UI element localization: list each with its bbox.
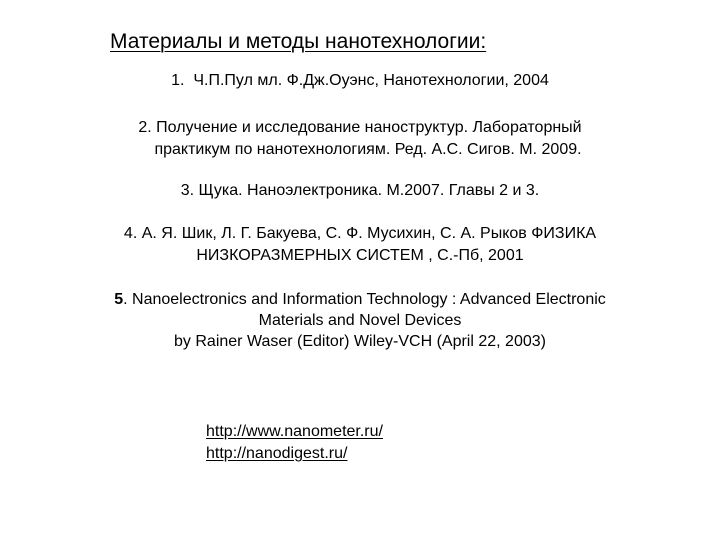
reference-4	[0, 223, 720, 267]
reference-4-number: 4.	[123, 225, 138, 242]
reference-5-line-1	[0, 289, 720, 310]
reference-1-number: 1.	[171, 72, 185, 89]
reference-1-line-1	[0, 70, 720, 91]
reference-5-text-3: by Rainer Waser (Editor) Wiley-VCH (April 22, 2003)	[174, 333, 546, 350]
reference-4-text-2: НИЗКОРАЗМЕРНЫХ СИСТЕМ , С.-Пб, 2001	[196, 247, 524, 264]
reference-2-line-1	[0, 117, 720, 139]
reference-5-number: 5	[114, 291, 124, 308]
link-nanometer[interactable]: http://www.nanometer.ru/	[206, 423, 383, 440]
slide-title: Материалы и методы нанотехнологии:	[110, 30, 487, 53]
reference-5-text-1: . Nanoelectronics and Information Technology : Advanced Electronic	[123, 291, 606, 308]
reference-2	[0, 117, 720, 161]
reference-5-text-2: Materials and Novel Devices	[258, 312, 462, 329]
reference-1	[0, 70, 720, 91]
reference-3-line-1	[0, 180, 720, 201]
links-list	[206, 421, 383, 465]
reference-4-line-1	[0, 223, 720, 245]
reference-5-line-3	[0, 331, 720, 352]
reference-5-line-2	[0, 310, 720, 331]
reference-4-line-2	[0, 245, 720, 267]
reference-1-text: Ч.П.Пул мл. Ф.Дж.Оуэнс, Нанотехнологии, 2004	[193, 72, 549, 89]
reference-5	[0, 289, 720, 352]
reference-3-number: 3.	[180, 182, 195, 199]
reference-2-text-2: практикум по нанотехнологиям. Ред. А.С. Сигов. М. 2009.	[154, 141, 582, 158]
reference-2-number: 2.	[138, 119, 152, 136]
reference-3-text: Щука. Наноэлектроника. М.2007. Главы 2 и 3.	[198, 182, 540, 199]
link-nanodigest[interactable]: http://nanodigest.ru/	[206, 445, 348, 462]
reference-4-text-1: А. Я. Шик, Л. Г. Бакуева, С. Ф. Мусихин, С. А. Рыков ФИЗИКА	[141, 225, 597, 242]
reference-3	[0, 180, 720, 201]
reference-2-text-1: Получение и исследование наноструктур. Лабораторный	[156, 119, 582, 136]
reference-2-line-2	[0, 139, 720, 161]
